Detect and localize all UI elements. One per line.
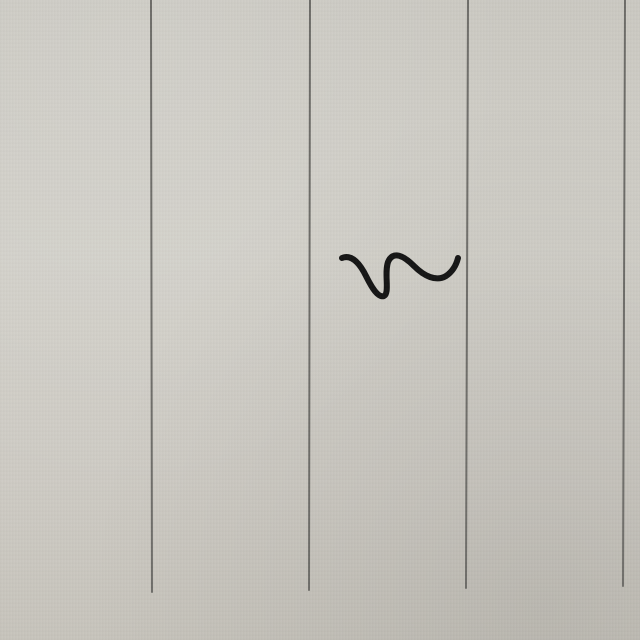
- ruled-line-1: [151, 0, 152, 592]
- ruled-line-2: [309, 0, 310, 590]
- ruled-line-3: [466, 0, 468, 588]
- handwritten-squiggle: [342, 255, 458, 296]
- ruled-line-4: [623, 0, 625, 586]
